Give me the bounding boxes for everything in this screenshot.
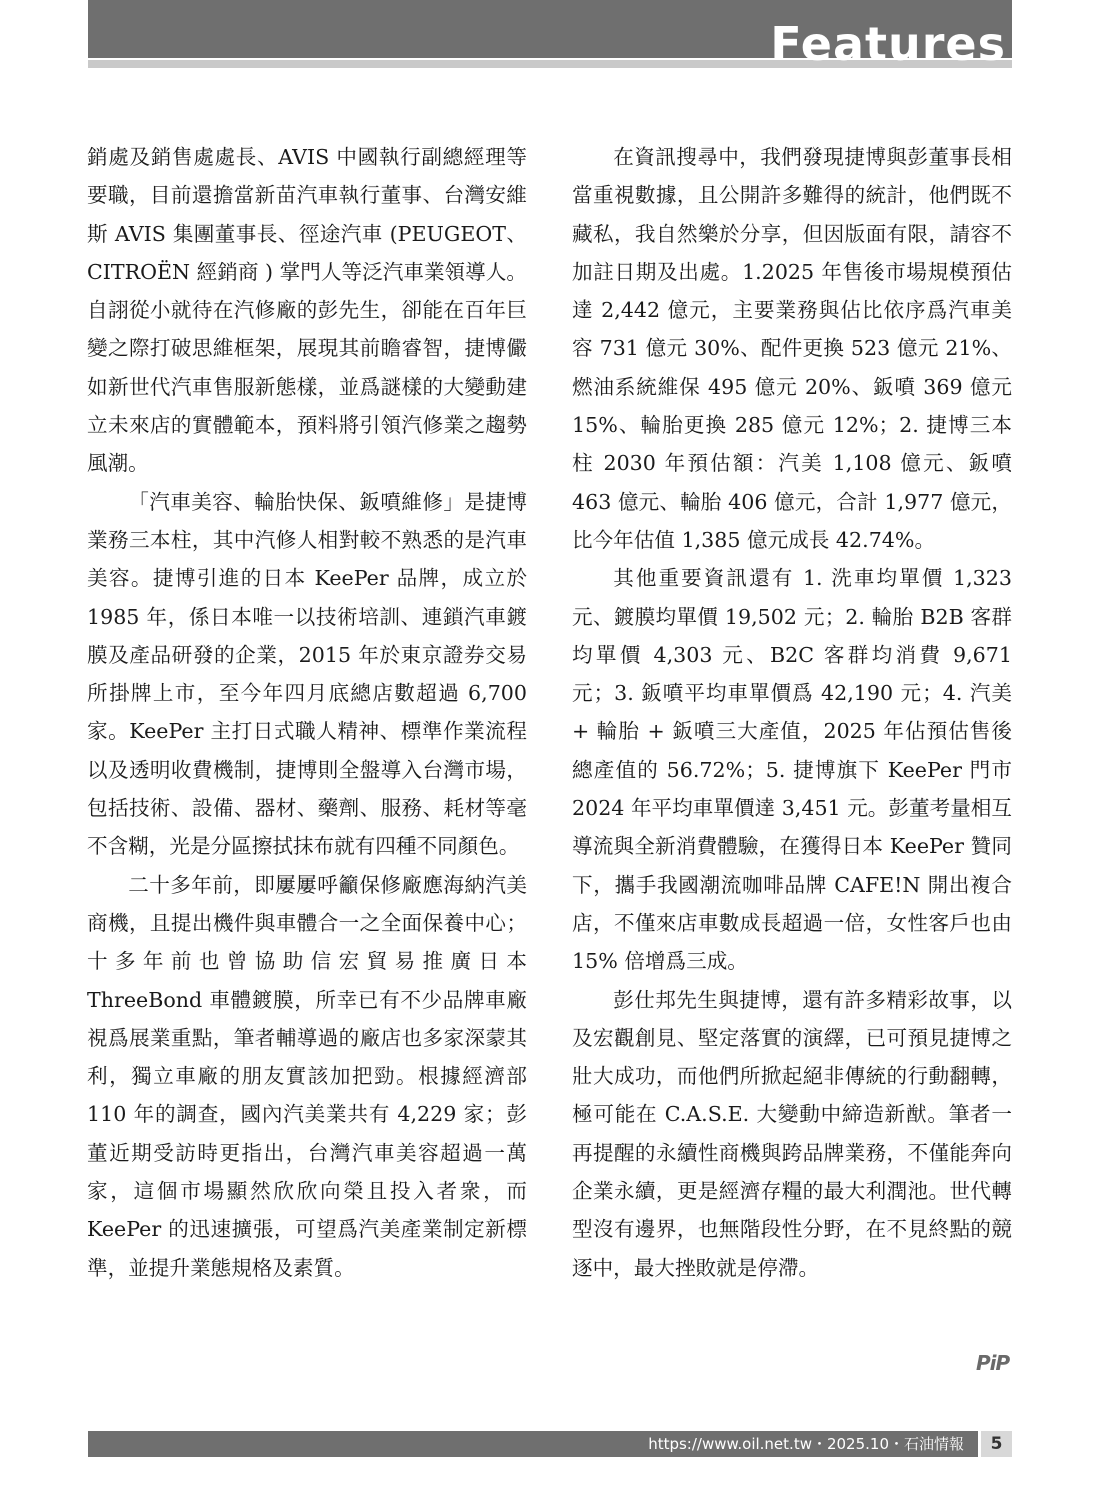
paragraph: 「汽車美容、輪胎快保、鈑噴維修」是捷博業務三本柱，其中汽修人相對較不熟悉的是汽車美容。捷博引進的日本 KeePer 品牌，成立於 1985 年，係日本唯一以技術培訓、連鎖汽車鍍膜及產品研發的企業，2015 年於東京證券交易所掛牌上市，至今年四月底總店數超過 6,700 家。KeePer 主打日式職人精神、標準作業流程以及透明收費機制，捷博則全盤導入台灣市場，包括技術、設備、器材、藥劑、服務、耗材等毫不含糊，光是分區擦拭抹布就有四種不同顏色。 — [87, 489, 527, 859]
end-mark-logo: PiP — [976, 1351, 1010, 1375]
paragraph: 彭仕邦先生與捷博，還有許多精彩故事，以及宏觀創見、堅定落實的演繹，已可預見捷博之壯大成功，而他們所掀起絕非傳統的行動翻轉，極可能在 C.A.S.E. 大變動中締造新猷。筆者一再提醒的永續性商機與跨品牌業務，不僅能奔向企業永續，更是經濟存糧的最大利潤池。世代轉型沒有邊界，也無階段性分野，在不見終點的競逐中，最大挫敗就是停滯。 — [572, 987, 1012, 1280]
section-title: Features — [770, 17, 1006, 71]
paragraph: 其他重要資訊還有 1. 洗車均單價 1,323 元、鍍膜均單價 19,502 元；2. 輪胎 B2B 客群均單價 4,303 元、B2C 客群均消費 9,671 元；3. 鈑噴平均車單價爲 42,190 元；4. 汽美 + 輪胎 + 鈑噴三大產值，2025 年佔預估售後總產值的 56.72%；5. 捷博旗下 KeePer 門市 2024 年平均車單價達 3,451 元。彭董考量相互導流與全新消費體驗，在獲得日本 KeePer 贊同下，攜手我國潮流咖啡品牌 CAFE!N 開出複合店，不僅來店車數成長超過一倍，女性客戶也由 15% 倍增爲三成。 — [572, 566, 1012, 974]
paragraph: 二十多年前，即屢屢呼籲保修廠應海納汽美商機，且提出機件與車體合一之全面保養中心；十多年前也曾協助信宏貿易推廣日本 ThreeBond 車體鍍膜，所幸已有不少品牌車廠視爲展業重點，筆者輔導過的廠店也多家深蒙其利，獨立車廠的朋友實該加把勁。根據經濟部 110 年的調查，國內汽美業共有 4,229 家；彭董近期受訪時更指出，台灣汽車美容超過一萬家，這個市場顯然欣欣向榮且投入者衆，而 KeePer 的迅速擴張，可望爲汽美產業制定新標準，並提升業態規格及素質。 — [87, 872, 527, 1280]
paragraph: 銷處及銷售處處長、AVIS 中國執行副總經理等要職，目前還擔當新苗汽車執行董事、台灣安維斯 AVIS 集團董事長、徑途汽車 (PEUGEOT、CITROËN 經銷商 ) 掌門人等泛汽車業領導人。自詡從小就待在汽修廠的彭先生，卻能在百年巨變之際打破思維框架，展現其前瞻睿智，捷博儼如新世代汽車售服新態樣，並爲謎樣的大變動建立未來店的實體範本，預料將引領汽修業之趨勢風潮。 — [87, 145, 527, 476]
page-number: 5 — [981, 1431, 1012, 1457]
right-column — [572, 138, 1012, 1287]
paragraph: 在資訊搜尋中，我們發現捷博與彭董事長相當重視數據，且公開許多難得的統計，他們既不藏私，我自然樂於分享，但因版面有限，請容不加註日期及出處。1.2025 年售後市場規模預估達 2,442 億元，主要業務與佔比依序爲汽車美容 731 億元 30%、配件更換 523 億元 21%、燃油系統維保 495 億元 20%、鈑噴 369 億元 15%、輪胎更換 285 億元 12%；2. 捷博三本柱 2030 年預估額：汽美 1,108 億元、鈑噴 463 億元、輪胎 406 億元，合計 1,977 億元，比今年估值 1,385 億元成長 42.74%。 — [572, 145, 1012, 552]
left-column — [87, 138, 527, 1287]
footer-source-text: https://www.oil.net.tw・2025.10・石油情報 — [648, 1435, 964, 1453]
